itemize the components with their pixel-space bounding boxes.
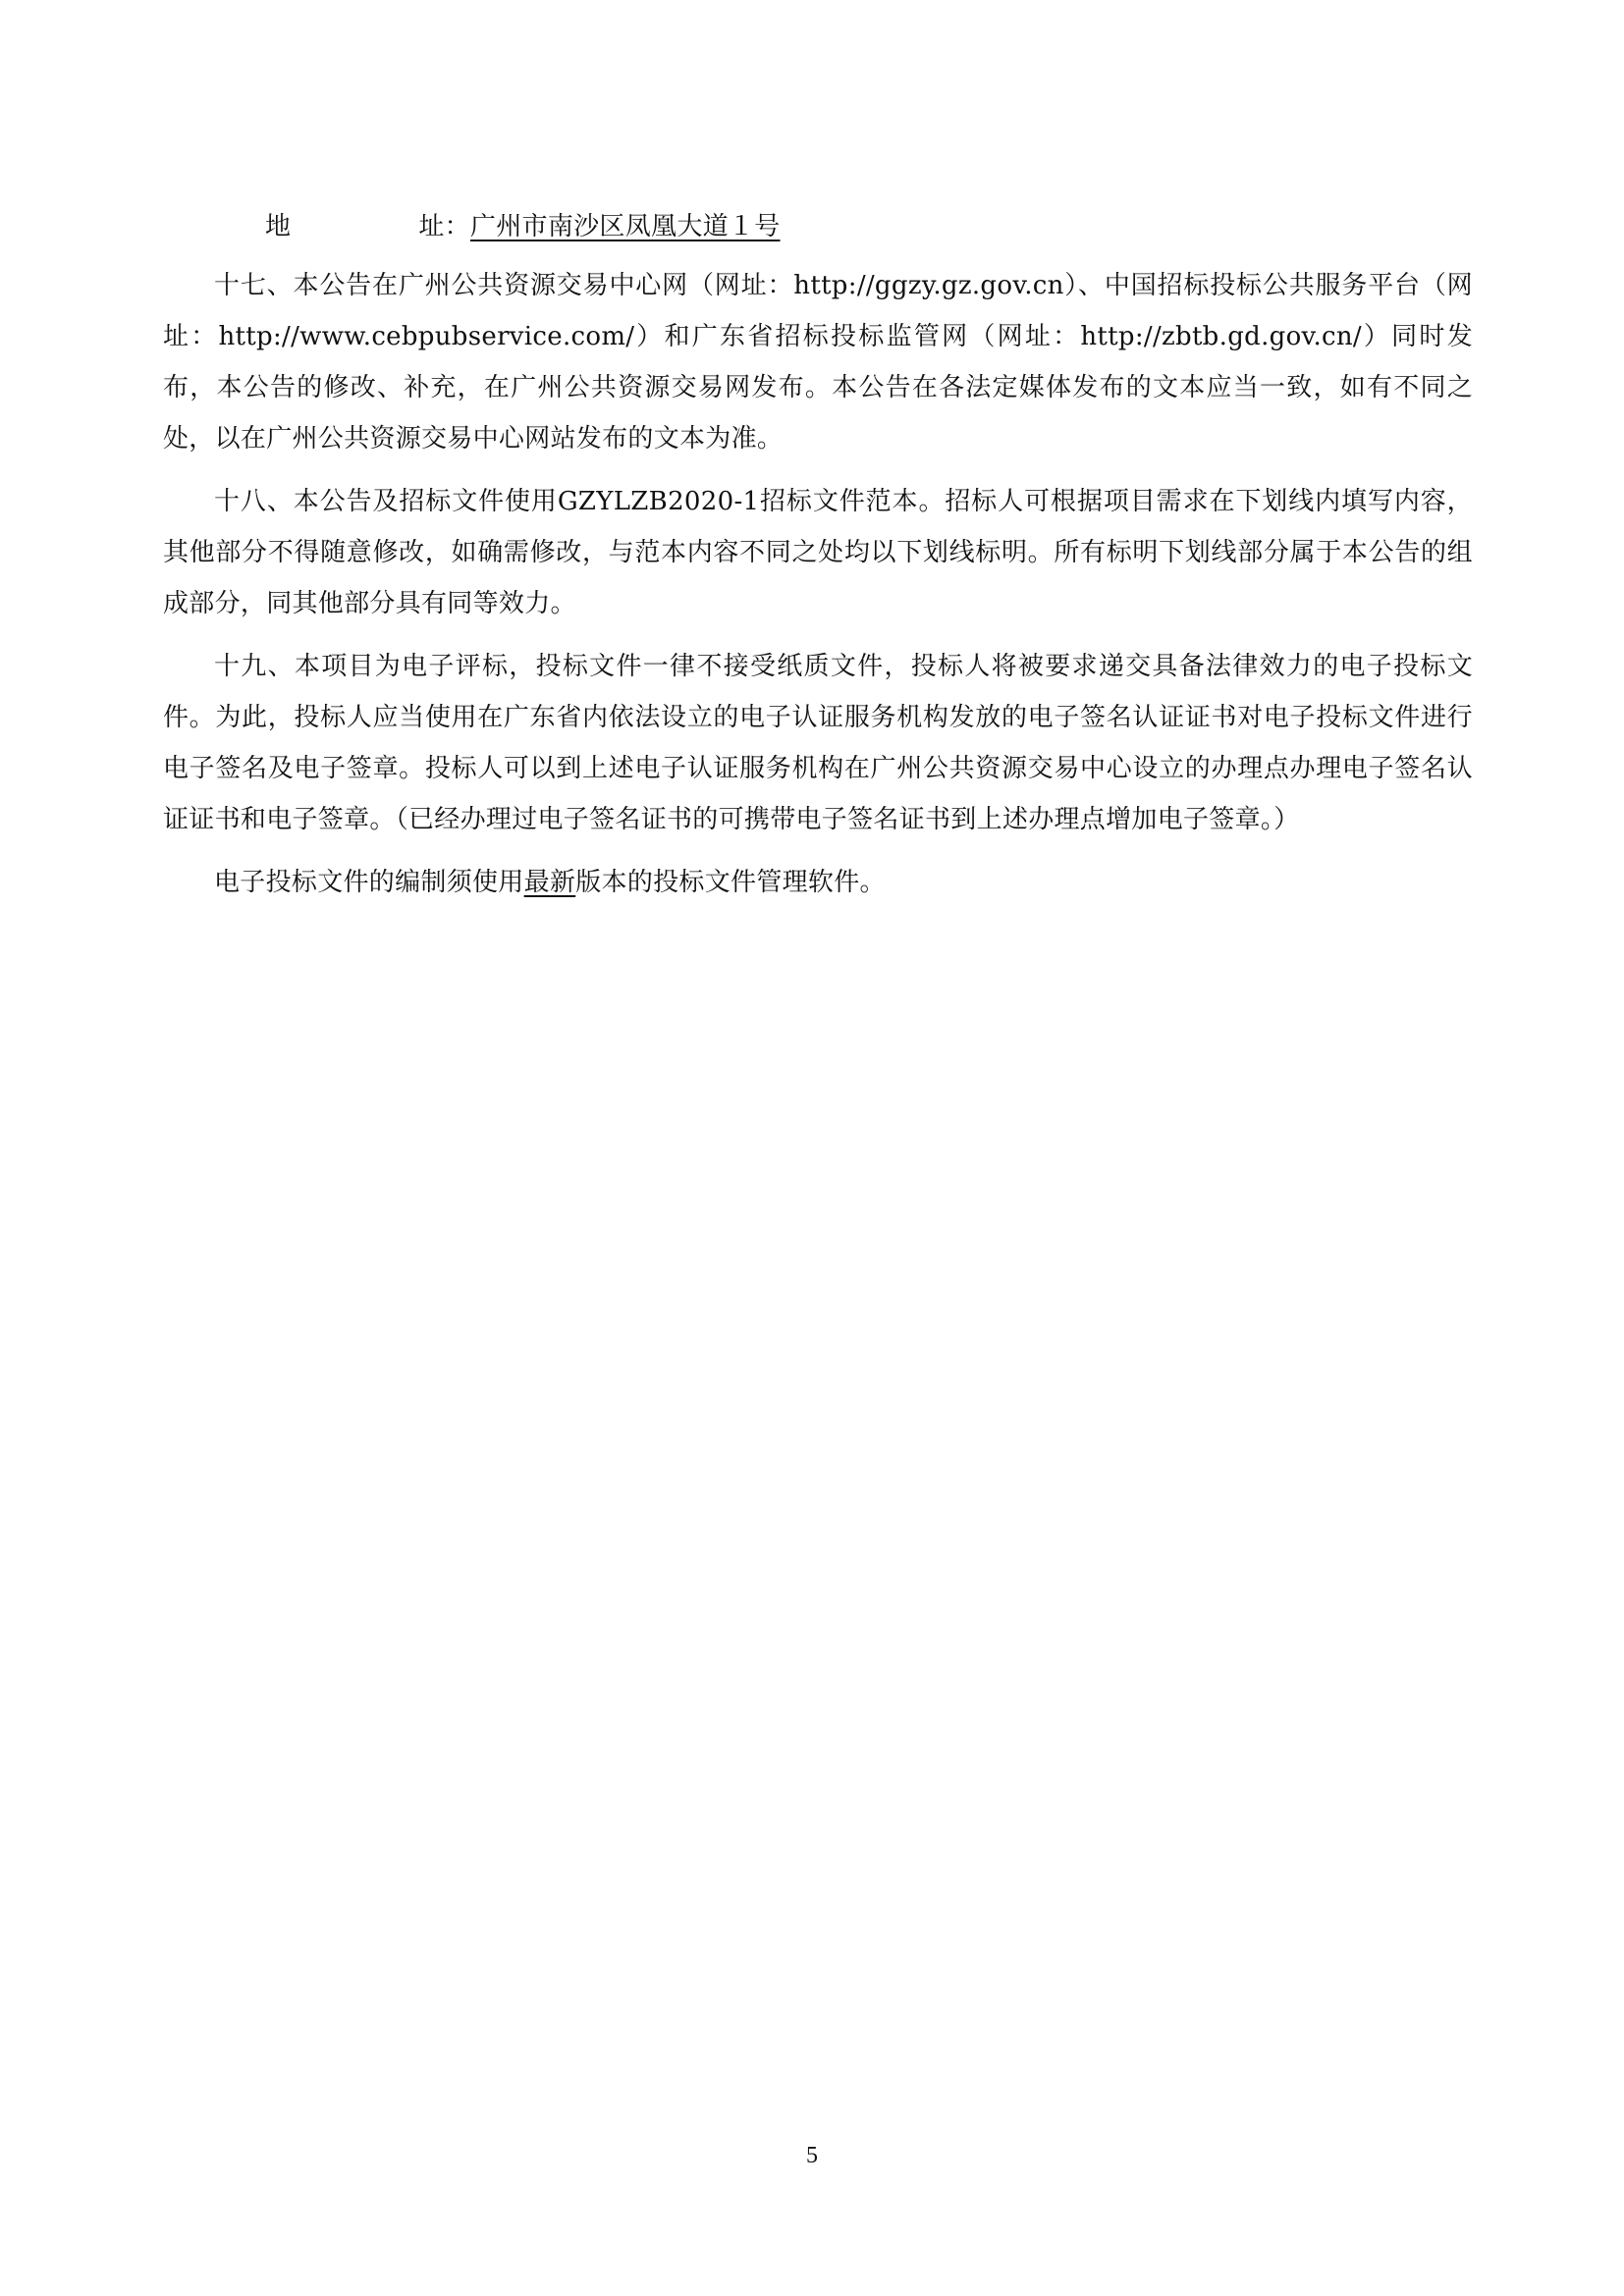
paragraph-17: 十七、本公告在广州公共资源交易中心网（网址：http://ggzy.gz.gov.cn）、中国招标投标公共服务平台（网址：http://www.cebpubservice.com/）和广东省招标投标监管网（网址：http://zbtb.gd.gov.cn/）同时发布，本公告的修改、补充，在广州公共资源交易网发布。本公告在各法定媒体发布的文本应当一致，如有不同之处，以在广州公共资源交易中心网站发布的文本为准。 [163, 271, 1473, 454]
software-text-underlined: 最新 [523, 868, 576, 897]
address-label-char2: 址： [418, 212, 470, 241]
paragraph-19: 十九、本项目为电子评标，投标文件一律不接受纸质文件，投标人将被要求递交具备法律效力的电子投标文件。为此，投标人应当使用在广东省内依法设立的电子认证服务机构发放的电子签名认证证书对电子投标文件进行电子签名及电子签章。投标人可以到上述电子认证服务机构在广州公共资源交易中心设立的办理点办理电子签名认证证书和电子签章。（已经办理过电子签名证书的可携带电子签名证书到上述办理点增加电子签章。） [163, 652, 1473, 834]
address-line [163, 201, 1473, 252]
address-label-char1: 地 [265, 212, 292, 241]
page-body [163, 201, 1473, 920]
page-number: 5 [806, 2143, 818, 2168]
software-text-prefix: 电子投标文件的编制须使用 [214, 868, 524, 897]
paragraph-18: 十八、本公告及招标文件使用GZYLZB2020-1招标文件范本。招标人可根据项目需求在下划线内填写内容，其他部分不得随意修改，如确需修改，与范本内容不同之处均以下划线标明。所有标明下划线部分属于本公告的组成部分，同其他部分具有同等效力。 [163, 487, 1473, 618]
address-value: 广州市南沙区凤凰大道１号 [469, 212, 781, 241]
paragraph-software [163, 857, 1473, 908]
software-text-suffix: 版本的投标文件管理软件。 [575, 868, 886, 897]
